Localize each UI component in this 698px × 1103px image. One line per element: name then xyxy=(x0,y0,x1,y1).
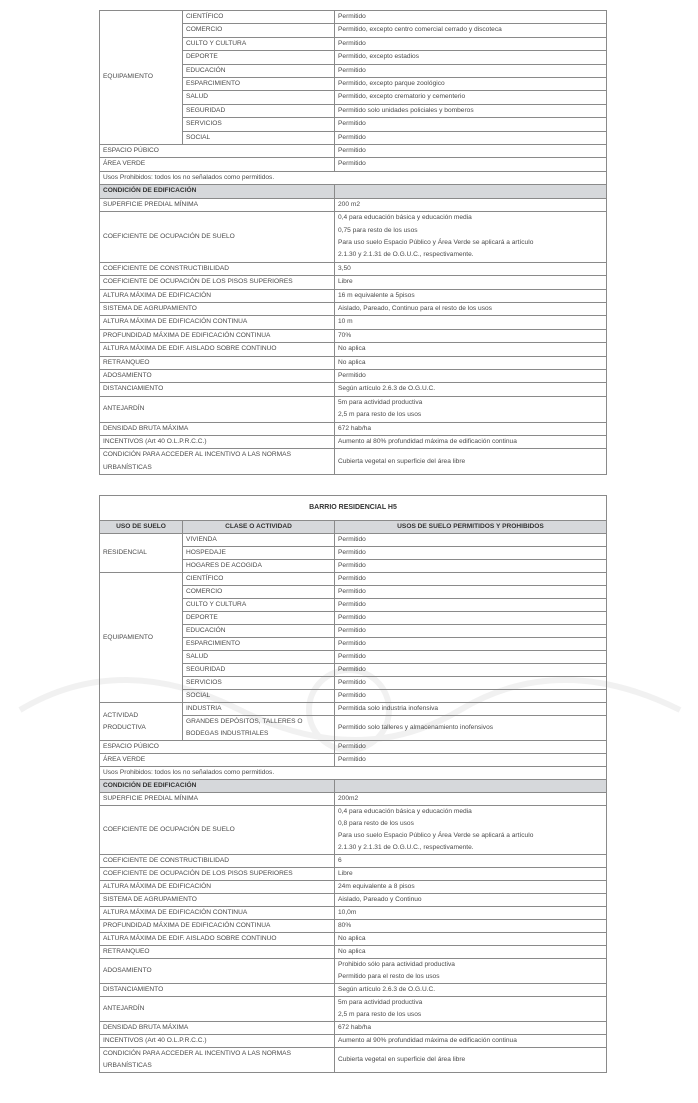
table-row xyxy=(100,855,607,868)
condition-value xyxy=(335,997,607,1022)
table-title: BARRIO RESIDENCIAL H5 xyxy=(100,496,607,521)
table-row xyxy=(100,933,607,946)
activity-class: DEPORTE xyxy=(183,612,335,625)
condition-label: DENSIDAD BRUTA MÁXIMA xyxy=(100,1022,335,1035)
table-row xyxy=(100,302,607,315)
permitted-use: Permitido xyxy=(335,37,607,50)
activity-class: EDUCACIÓN xyxy=(183,625,335,638)
land-use-label: ÁREA VERDE xyxy=(100,754,335,767)
activity-class: HOGARES DE ACOGIDA xyxy=(183,560,335,573)
condition-value-line: 16 m equivalente a 5pisos xyxy=(338,291,415,299)
prohibited-uses-note: Usos Prohibidos: todos los no señalados como permitidos. xyxy=(100,767,607,780)
condition-value xyxy=(335,868,607,881)
condition-label: SUPERFICIE PREDIAL MÍNIMA xyxy=(100,198,335,211)
table-row xyxy=(100,894,607,907)
condition-value xyxy=(335,316,607,329)
table-row xyxy=(100,573,607,586)
permitted-use: Permitido solo unidades policiales y bomberos xyxy=(335,104,607,117)
condition-value-line: Aumento al 90% profundidad máxima de edificación continua xyxy=(338,1037,517,1044)
permitted-use: Permitido xyxy=(335,534,607,547)
activity-class: CULTO Y CULTURA xyxy=(183,37,335,50)
permitted-use: Permitido xyxy=(335,118,607,131)
condition-value-line: No aplica xyxy=(338,935,366,942)
condition-label: SUPERFICIE PREDIAL MÍNIMA xyxy=(100,793,335,806)
table-row xyxy=(100,171,607,184)
condition-value-line: 672 hab/ha xyxy=(338,1024,372,1031)
condition-value xyxy=(335,855,607,868)
condition-value-line: 0,8 para resto de los usos xyxy=(338,820,414,827)
condition-label: RETRANQUEO xyxy=(100,946,335,959)
column-header: CLASE O ACTIVIDAD xyxy=(183,521,335,534)
condition-value-line: Permitido para el resto de los usos xyxy=(338,973,440,980)
permitted-use: Permitido xyxy=(335,677,607,690)
condition-value xyxy=(335,343,607,356)
table-row xyxy=(100,316,607,329)
permitted-use: Permitido xyxy=(335,131,607,144)
prohibited-uses-note: Usos Prohibidos: todos los no señalados como permitidos. xyxy=(100,171,607,184)
activity-class: SEGURIDAD xyxy=(183,104,335,117)
condition-value xyxy=(335,894,607,907)
condition-label: COEFICIENTE DE OCUPACIÓN DE SUELO xyxy=(100,212,335,263)
condition-label: COEFICIENTE DE OCUPACIÓN DE LOS PISOS SUPERIORES xyxy=(100,868,335,881)
condition-label: PROFUNDIDAD MÁXIMA DE EDIFICACIÓN CONTINUA xyxy=(100,329,335,342)
condition-value-line: 0,4 para educación básica y educación media xyxy=(338,214,472,222)
section-header-empty xyxy=(335,780,607,793)
table-row xyxy=(100,997,607,1022)
land-use-group: EQUIPAMIENTO xyxy=(100,573,183,703)
condition-value xyxy=(335,806,607,855)
table-row xyxy=(100,1048,607,1073)
condition-value-line: No aplica xyxy=(338,345,366,353)
condition-value-line: 0,75 para resto de los usos xyxy=(338,226,418,234)
zoning-table-barrio-residencial-h5 xyxy=(99,495,607,1073)
condition-value-line: 3,50 xyxy=(338,264,351,272)
condition-value xyxy=(335,920,607,933)
condition-value-line: Permitido xyxy=(338,371,366,379)
condition-value xyxy=(335,262,607,275)
activity-class: SEGURIDAD xyxy=(183,664,335,677)
permitted-use: Permitido xyxy=(335,64,607,77)
table-row xyxy=(100,907,607,920)
table-row xyxy=(100,754,607,767)
condition-value xyxy=(335,1048,607,1073)
condition-value-line: 0,4 para educación básica y educación media xyxy=(338,808,472,815)
permitted-use: Permitido xyxy=(335,560,607,573)
condition-label: ADOSAMIENTO xyxy=(100,369,335,382)
condition-label: PROFUNDIDAD MÁXIMA DE EDIFICACIÓN CONTINUA xyxy=(100,920,335,933)
land-use-label: ÁREA VERDE xyxy=(100,158,335,171)
activity-class: ESPARCIMIENTO xyxy=(183,638,335,651)
condition-value-line: 200 m2 xyxy=(338,200,360,208)
condition-value xyxy=(335,329,607,342)
condition-label: SISTEMA DE AGRUPAMIENTO xyxy=(100,894,335,907)
condition-value-line: Para uso suelo Espacio Público y Área Verde se aplicará a artículo xyxy=(338,832,534,839)
table-row xyxy=(100,449,607,475)
condition-value-line: 6 xyxy=(338,857,342,864)
land-use-group: EQUIPAMIENTO xyxy=(100,11,183,145)
activity-class: ESPARCIMIENTO xyxy=(183,78,335,91)
permitted-use: Permitido xyxy=(335,625,607,638)
permitted-use: Permitida solo industria inofensiva xyxy=(335,703,607,716)
activity-class: COMERCIO xyxy=(183,24,335,37)
condition-value-line: 24m equivalente a 8 pisos xyxy=(338,883,415,890)
condition-value-line: No aplica xyxy=(338,358,366,366)
column-header: USOS DE SUELO PERMITIDOS Y PROHIBIDOS xyxy=(335,521,607,534)
activity-class: CIENTÍFICO xyxy=(183,11,335,24)
table-row xyxy=(100,436,607,449)
condition-value-line: 2.1.30 y 2.1.31 de O.G.U.C., respectivamente. xyxy=(338,251,474,259)
condition-value xyxy=(335,422,607,435)
condition-value xyxy=(335,356,607,369)
table-row xyxy=(100,521,607,534)
condition-value-line: Cubierta vegetal en superficie del área libre xyxy=(338,1056,466,1063)
activity-class: INDUSTRIA xyxy=(183,703,335,716)
condition-value-line: Libre xyxy=(338,870,353,877)
land-use-label: ESPACIO PÚBICO xyxy=(100,741,335,754)
condition-label: ANTEJARDÍN xyxy=(100,396,335,422)
condition-label: COEFICIENTE DE OCUPACIÓN DE LOS PISOS SUPERIORES xyxy=(100,276,335,289)
condition-label: COEFICIENTE DE OCUPACIÓN DE SUELO xyxy=(100,806,335,855)
condition-value-line: No aplica xyxy=(338,948,366,955)
condition-label: ALTURA MÁXIMA DE EDIF. AISLADO SOBRE CONTINUO xyxy=(100,933,335,946)
permitted-use: Permitido xyxy=(335,651,607,664)
permitted-use: Permitido, excepto centro comercial cerrado y discoteca xyxy=(335,24,607,37)
table-row xyxy=(100,343,607,356)
permitted-use: Permitido xyxy=(335,573,607,586)
permitted-use: Permitido xyxy=(335,690,607,703)
condition-value-line: 5m para actividad productiva xyxy=(338,398,423,406)
permitted-use: Permitido xyxy=(335,11,607,24)
activity-class: EDUCACIÓN xyxy=(183,64,335,77)
condition-label: COEFICIENTE DE CONSTRUCTIBILIDAD xyxy=(100,262,335,275)
table-row xyxy=(100,868,607,881)
condition-value-line: Para uso suelo Espacio Público y Área Verde se aplicará a artículo xyxy=(338,238,534,246)
table-row xyxy=(100,212,607,263)
table-row xyxy=(100,920,607,933)
table-row xyxy=(100,158,607,171)
activity-class: SALUD xyxy=(183,651,335,664)
condition-value-line: Prohibido sólo para actividad productiva xyxy=(338,961,455,968)
section-header-empty xyxy=(335,185,607,198)
permitted-use: Permitido xyxy=(335,158,607,171)
condition-value xyxy=(335,396,607,422)
condition-label: ALTURA MÁXIMA DE EDIFICACIÓN CONTINUA xyxy=(100,907,335,920)
table-row xyxy=(100,198,607,211)
activity-class: SERVICIOS xyxy=(183,677,335,690)
section-header-condicion-edificacion: CONDICIÓN DE EDIFICACIÓN xyxy=(100,780,335,793)
condition-label: COEFICIENTE DE CONSTRUCTIBILIDAD xyxy=(100,855,335,868)
condition-value xyxy=(335,984,607,997)
condition-label: SISTEMA DE AGRUPAMIENTO xyxy=(100,302,335,315)
condition-value-line: 2.1.30 y 2.1.31 de O.G.U.C., respectivamente. xyxy=(338,844,474,851)
activity-class: CIENTÍFICO xyxy=(183,573,335,586)
table-row xyxy=(100,806,607,855)
activity-class: CULTO Y CULTURA xyxy=(183,599,335,612)
table-row xyxy=(100,767,607,780)
table-row xyxy=(100,329,607,342)
condition-value-line: Cubierta vegetal en superficie del área libre xyxy=(338,457,466,465)
condition-value-line: 2,5 m para resto de los usos xyxy=(338,1011,422,1018)
permitted-use: Permitido xyxy=(335,547,607,560)
table-row xyxy=(100,383,607,396)
permitted-use: Permitido, excepto estadios xyxy=(335,51,607,64)
condition-value xyxy=(335,302,607,315)
condition-label: ADOSAMIENTO xyxy=(100,959,335,984)
condition-label: ALTURA MÁXIMA DE EDIF. AISLADO SOBRE CONTINUO xyxy=(100,343,335,356)
condition-value-line: Aislado, Pareado y Continuo xyxy=(338,896,422,903)
condition-value xyxy=(335,959,607,984)
table-row xyxy=(100,276,607,289)
activity-class: HOSPEDAJE xyxy=(183,547,335,560)
condition-label: INCENTIVOS (Art 40 O.L.P.R.C.C.) xyxy=(100,436,335,449)
table-row xyxy=(100,185,607,198)
condition-value-line: Según artículo 2.6.3 de O.G.U.C. xyxy=(338,385,436,393)
table-row xyxy=(100,11,607,24)
condition-value xyxy=(335,946,607,959)
condition-value xyxy=(335,289,607,302)
condition-value xyxy=(335,436,607,449)
land-use-label: ESPACIO PÚBICO xyxy=(100,145,335,158)
condition-value xyxy=(335,1022,607,1035)
table-row xyxy=(100,703,607,716)
condition-value xyxy=(335,933,607,946)
land-use-group: RESIDENCIAL xyxy=(100,534,183,573)
table-row xyxy=(100,984,607,997)
permitted-use: Permitido xyxy=(335,586,607,599)
column-header: USO DE SUELO xyxy=(100,521,183,534)
permitted-use: Permitido, excepto crematorio y cementerio xyxy=(335,91,607,104)
condition-value-line: 10 m xyxy=(338,318,353,326)
condition-value xyxy=(335,276,607,289)
permitted-use: Permitido xyxy=(335,145,607,158)
condition-value-line: Aislado, Pareado, Continuo para el resto de los usos xyxy=(338,304,492,312)
condition-label: ANTEJARDÍN xyxy=(100,997,335,1022)
table-row xyxy=(100,262,607,275)
table-row xyxy=(100,741,607,754)
condition-value xyxy=(335,383,607,396)
table-row xyxy=(100,534,607,547)
table-row xyxy=(100,145,607,158)
activity-class: SOCIAL xyxy=(183,131,335,144)
permitted-use: Permitido xyxy=(335,612,607,625)
activity-class: SOCIAL xyxy=(183,690,335,703)
condition-value-line: 10,0m xyxy=(338,909,357,916)
permitted-use: Permitido, excepto parque zoológico xyxy=(335,78,607,91)
activity-class: VIVIENDA xyxy=(183,534,335,547)
land-use-group: ACTIVIDAD PRODUCTIVA xyxy=(100,703,183,741)
permitted-use: Permitido xyxy=(335,638,607,651)
condition-value xyxy=(335,907,607,920)
condition-value xyxy=(335,198,607,211)
condition-value xyxy=(335,881,607,894)
table-row xyxy=(100,1022,607,1035)
condition-value-line: Según artículo 2.6.3 de O.G.U.C. xyxy=(338,986,436,993)
permitted-use: Permitido xyxy=(335,664,607,677)
condition-label: ALTURA MÁXIMA DE EDIFICACIÓN xyxy=(100,881,335,894)
condition-value xyxy=(335,369,607,382)
table-row xyxy=(100,496,607,521)
activity-class: SERVICIOS xyxy=(183,118,335,131)
condition-label: DISTANCIAMIENTO xyxy=(100,383,335,396)
activity-class: GRANDES DEPÓSITOS, TALLERES O BODEGAS INDUSTRIALES xyxy=(183,716,335,741)
table-row xyxy=(100,289,607,302)
condition-value-line: Aumento al 80% profundidad máxima de edificación continua xyxy=(338,438,517,445)
condition-value-line: Libre xyxy=(338,278,353,286)
condition-label: INCENTIVOS (Art 40 O.L.P.R.C.C.) xyxy=(100,1035,335,1048)
condition-label: ALTURA MÁXIMA DE EDIFICACIÓN CONTINUA xyxy=(100,316,335,329)
condition-label: CONDICIÓN PARA ACCEDER AL INCENTIVO A LAS NORMAS URBANÍSTICAS xyxy=(100,1048,335,1073)
table-row xyxy=(100,369,607,382)
table-row xyxy=(100,946,607,959)
table-row xyxy=(100,396,607,422)
table-row xyxy=(100,356,607,369)
table-row xyxy=(100,959,607,984)
condition-value-line: 2,5 m para resto de los usos xyxy=(338,411,422,419)
condition-value-line: 80% xyxy=(338,922,352,929)
activity-class: DEPORTE xyxy=(183,51,335,64)
condition-label: CONDICIÓN PARA ACCEDER AL INCENTIVO A LAS NORMAS URBANÍSTICAS xyxy=(100,449,335,475)
activity-class: SALUD xyxy=(183,91,335,104)
section-header-condicion-edificacion: CONDICIÓN DE EDIFICACIÓN xyxy=(100,185,335,198)
condition-label: DISTANCIAMIENTO xyxy=(100,984,335,997)
zoning-table-continued xyxy=(99,10,607,475)
condition-value-line: 70% xyxy=(338,331,352,339)
activity-class: COMERCIO xyxy=(183,586,335,599)
condition-value xyxy=(335,793,607,806)
condition-value-line: 5m para actividad productiva xyxy=(338,999,423,1006)
condition-value-line: 200m2 xyxy=(338,795,359,802)
permitted-use: Permitido xyxy=(335,754,607,767)
permitted-use: Permitido xyxy=(335,599,607,612)
table-row xyxy=(100,422,607,435)
condition-value xyxy=(335,1035,607,1048)
table-row xyxy=(100,780,607,793)
condition-label: DENSIDAD BRUTA MÁXIMA xyxy=(100,422,335,435)
permitted-use: Permitido solo talleres y almacenamiento inofensivos xyxy=(335,716,607,741)
condition-value xyxy=(335,212,607,263)
condition-value xyxy=(335,449,607,475)
permitted-use: Permitido xyxy=(335,741,607,754)
condition-label: RETRANQUEO xyxy=(100,356,335,369)
condition-value-line: 672 hab/ha xyxy=(338,424,372,432)
table-row xyxy=(100,1035,607,1048)
table-row xyxy=(100,793,607,806)
condition-label: ALTURA MÁXIMA DE EDIFICACIÓN xyxy=(100,289,335,302)
table-row xyxy=(100,881,607,894)
